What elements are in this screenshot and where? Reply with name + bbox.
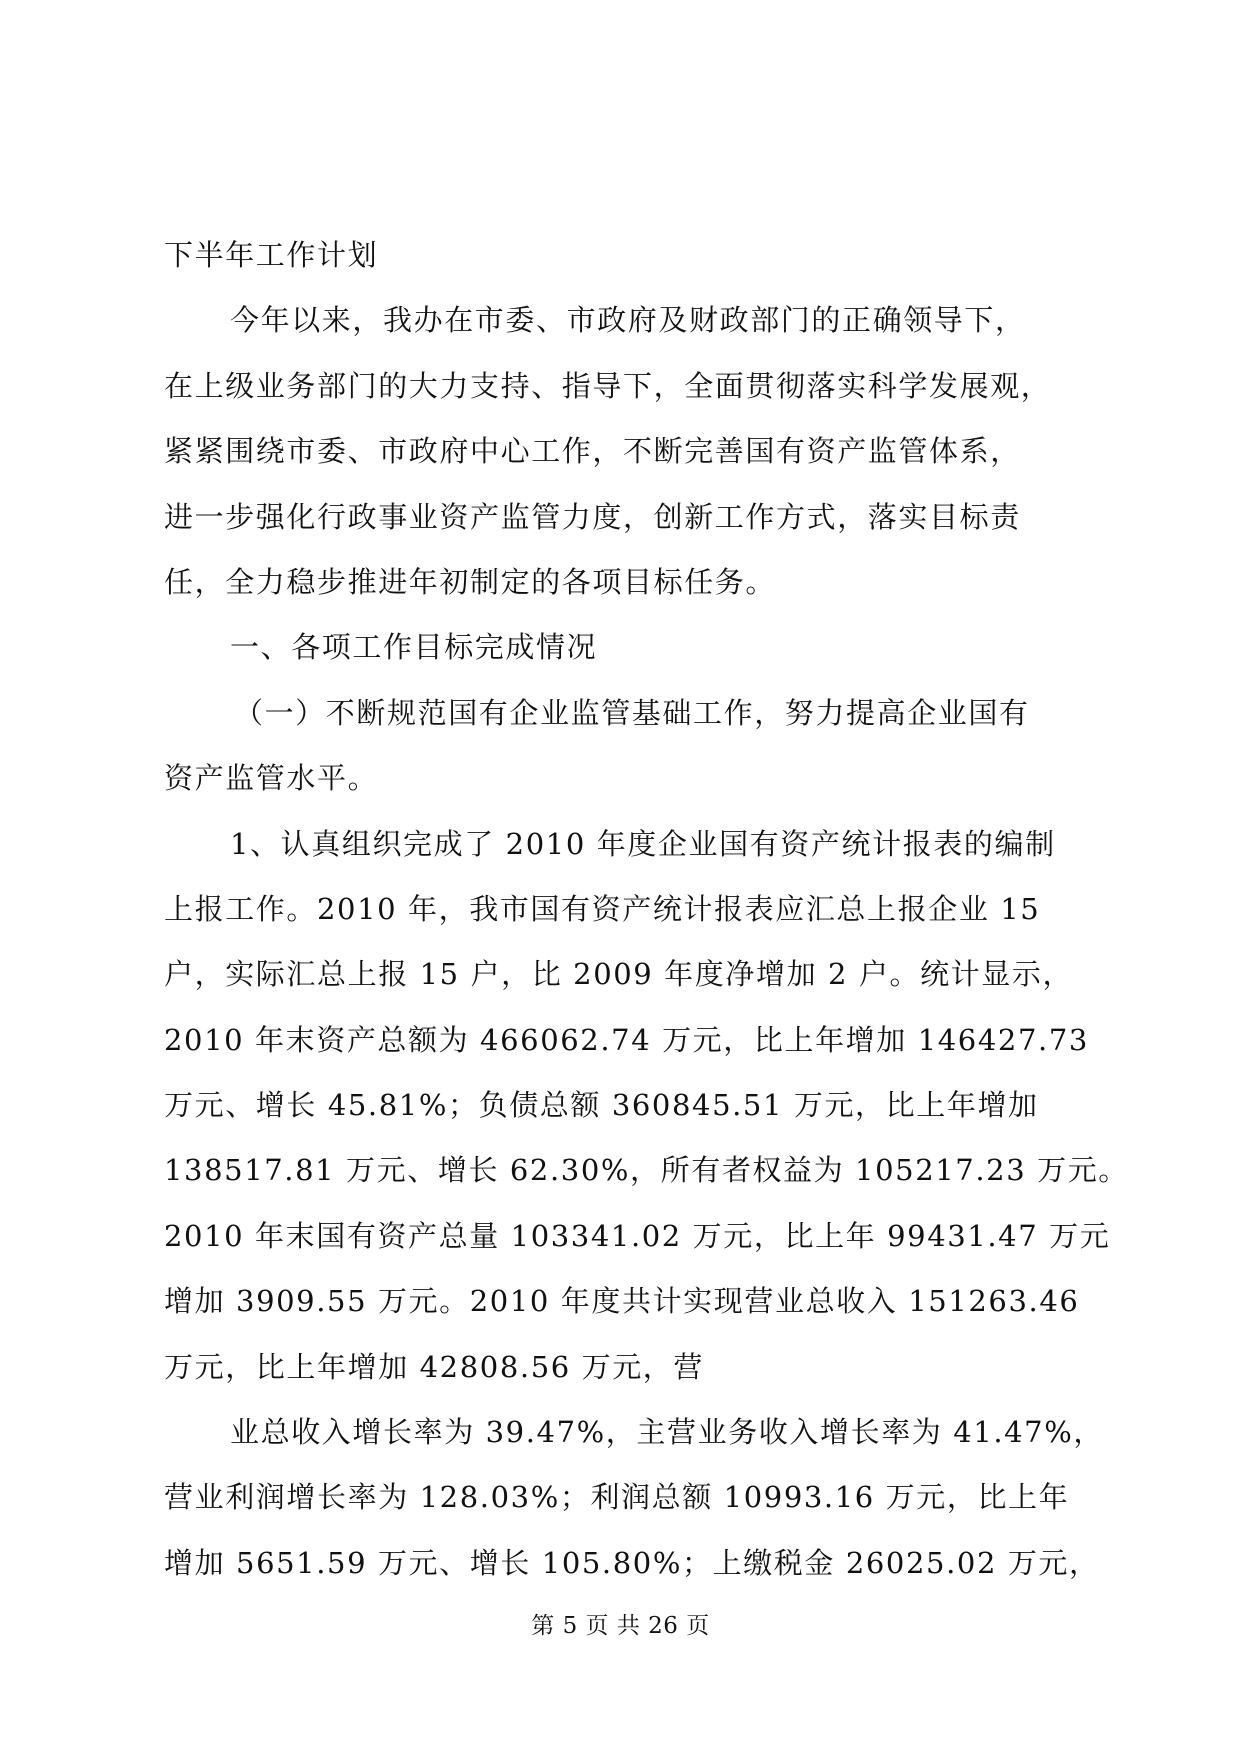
text-line: 2010 年末国有资产总量 103341.02 万元，比上年 99431.47 万元 <box>164 1218 1111 1253</box>
text-line: 上报工作。2010 年，我市国有资产统计报表应汇总上报企业 15 <box>164 891 1041 926</box>
text-line: 今年以来，我办在市委、市政府及财政部门的正确领导下， <box>230 303 1026 338</box>
document-body <box>164 232 1129 1605</box>
page-number-footer: 第 5 页 共 26 页 <box>531 1613 710 1639</box>
text-line: 在上级业务部门的大力支持、指导下，全面贯彻落实科学发展观， <box>164 368 1052 403</box>
subsection-heading: （一）不断规范国有企业监管基础工作，努力提高企业国有 <box>234 695 1030 730</box>
text-line: 任，全力稳步推进年初制定的各项目标任务。 <box>164 564 777 599</box>
text-line: 增加 5651.59 万元、增长 105.80%；上缴税金 26025.02 万元， <box>164 1545 1100 1580</box>
text-line: 2010 年末资产总额为 466062.74 万元，比上年增加 146427.73 <box>164 1022 1089 1057</box>
text-line: 紧紧围绕市委、市政府中心工作，不断完善国有资产监管体系， <box>164 434 1021 469</box>
text-line: 户，实际汇总上报 15 户，比 2009 年度净增加 2 户。统计显示， <box>164 957 1074 992</box>
text-line: 营业利润增长率为 128.03%；利润总额 10993.16 万元，比上年 <box>164 1480 1070 1515</box>
text-line: 1、认真组织完成了 2010 年度企业国有资产统计报表的编制 <box>230 826 1056 861</box>
text-line: 资产监管水平。 <box>164 761 379 796</box>
text-line: 下半年工作计划 <box>164 238 379 272</box>
text-line: 业总收入增长率为 39.47%，主营业务收入增长率为 41.47%， <box>230 1415 1104 1450</box>
text-line: 138517.81 万元、增长 62.30%，所有者权益为 105217.23 万元。 <box>164 1153 1129 1188</box>
text-line: 万元，比上年增加 42808.56 万元，营 <box>164 1349 705 1384</box>
text-line: 进一步强化行政事业资产监管力度，创新工作方式，落实目标责 <box>164 499 1021 534</box>
text-line: 万元、增长 45.81%；负债总额 360845.51 万元，比上年增加 <box>164 1088 1039 1123</box>
section-heading: 一、各项工作目标完成情况 <box>230 630 598 665</box>
text-line: 增加 3909.55 万元。2010 年度共计实现营业总收入 151263.46 <box>164 1284 1080 1319</box>
